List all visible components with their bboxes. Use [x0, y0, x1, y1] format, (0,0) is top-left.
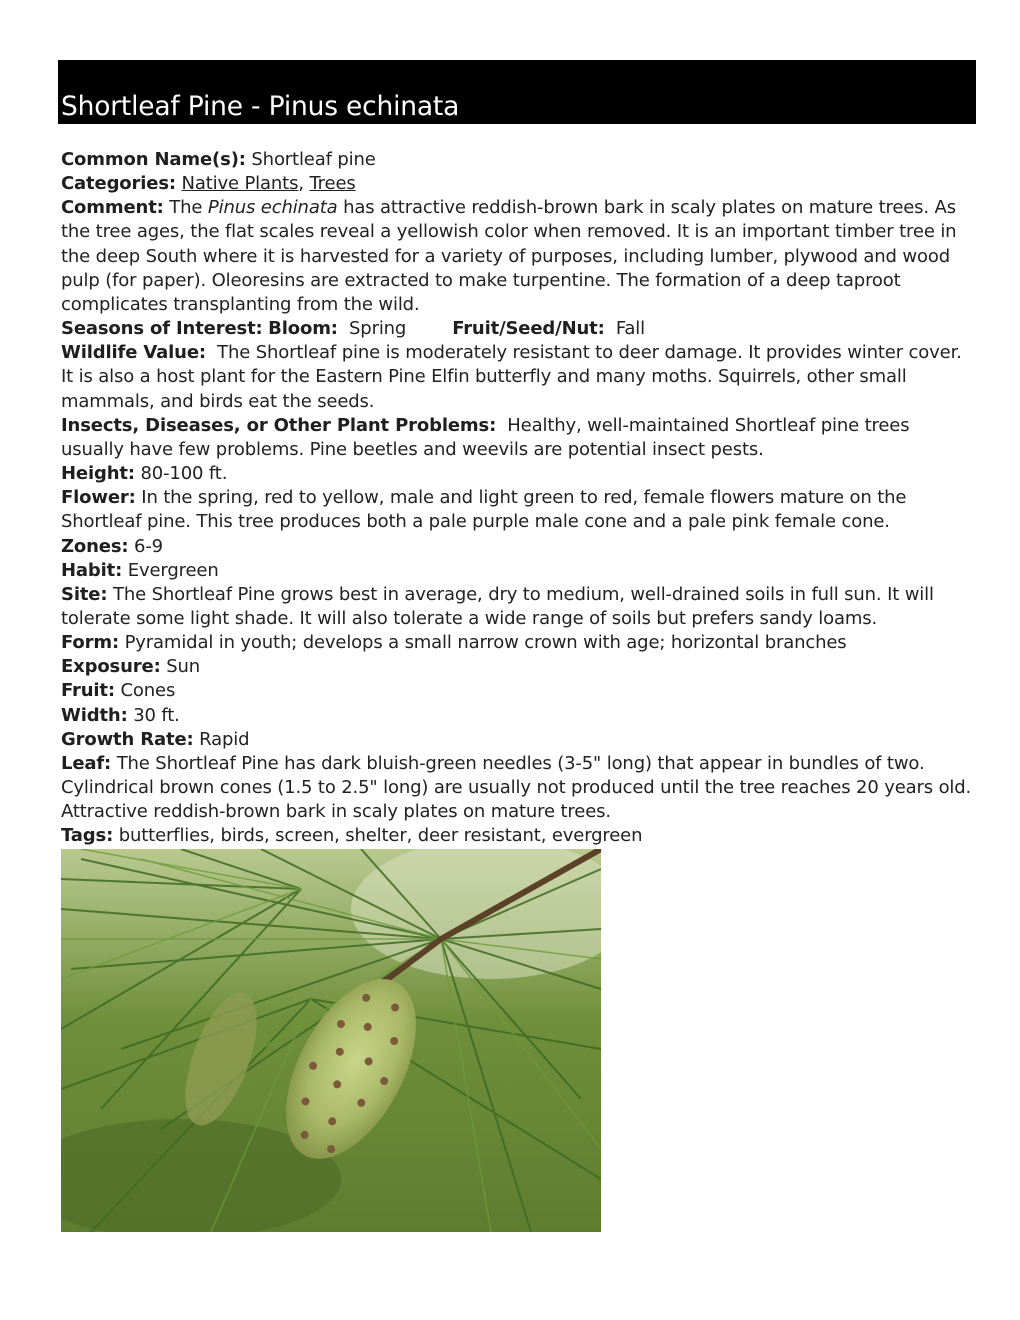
leaf-value: The Shortleaf Pine has dark bluish-green needles (3-5" long) that appear in bundles of two. Cylindrical brown cones (1.5 to 2.5" long) are usually not produced until the tree reaches 20 years old. Attractive reddish-brown bark in scaly plates on mature trees.: [61, 752, 972, 823]
site-label: Site:: [61, 583, 108, 605]
fruit-row: [61, 679, 973, 703]
fruit-seed-nut-label: Fruit/Seed/Nut:: [452, 318, 605, 340]
comment-value: has attractive reddish-brown bark in scaly plates on mature trees. As the tree ages, the flat scales reveal a yellowish color when removed. It is an important timber tree in the deep South where it is harvested for a variety of purposes, including lumber, plywood and wood pulp (for paper). Oleoresins are extracted to make turpentine. The formation of a deep taproot complicates transplanting from the wild.: [61, 197, 957, 315]
tags-row: [61, 824, 973, 848]
fruit-label: Fruit:: [61, 680, 115, 702]
bloom-value: Spring: [349, 318, 407, 340]
tags-value: butterflies, birds, screen, shelter, deer resistant, evergreen: [118, 825, 643, 847]
wildlife-value: The Shortleaf pine is moderately resistant to deer damage. It provides winter cover. It is also a host plant for the Eastern Pine Elfin butterfly and many moths. Squirrels, other small mammals, and birds eat the seeds.: [61, 342, 962, 412]
exposure-value: Sun: [166, 656, 200, 678]
form-value: Pyramidal in youth; develops a small narrow crown with age; horizontal branches: [124, 632, 847, 654]
growth-rate-value: Rapid: [199, 728, 250, 750]
category-separator: ,: [298, 173, 310, 195]
common-names-value: Shortleaf pine: [251, 149, 376, 170]
comment-species-name: Pinus echinata: [207, 197, 338, 219]
category-link-trees[interactable]: Trees: [309, 173, 356, 195]
comment-row: [61, 196, 973, 317]
plant-details: [61, 148, 973, 849]
page-title: Shortleaf Pine - Pinus echinata: [61, 91, 460, 122]
width-value: 30 ft.: [133, 704, 180, 726]
height-label: Height:: [61, 463, 135, 485]
comment-prefix: The: [169, 197, 203, 219]
height-row: [61, 462, 973, 486]
categories-label: Categories:: [61, 173, 176, 195]
growth-rate-label: Growth Rate:: [61, 728, 194, 750]
form-row: [61, 631, 973, 655]
category-link-native-plants[interactable]: Native Plants: [181, 173, 299, 195]
common-names-label: Common Name(s):: [61, 149, 246, 170]
flower-value: In the spring, red to yellow, male and light green to red, female flowers mature on the Shortleaf pine. This tree produces both a pale purple male cone and a pale pink female cone.: [61, 487, 907, 533]
flower-row: [61, 486, 973, 534]
fruit-seed-nut-value: Fall: [615, 318, 645, 340]
growth-rate-row: [61, 728, 973, 752]
zones-row: [61, 535, 973, 559]
bloom-label: Bloom:: [268, 318, 338, 340]
common-names-row: [61, 148, 973, 172]
site-row: [61, 583, 973, 631]
pine-cone-photo: [61, 849, 601, 1232]
flower-label: Flower:: [61, 487, 136, 509]
seasons-row: [61, 317, 973, 341]
categories-row: [61, 172, 973, 196]
wildlife-label: Wildlife Value:: [61, 342, 206, 364]
habit-label: Habit:: [61, 559, 123, 581]
page-header: [58, 60, 976, 124]
leaf-label: Leaf:: [61, 752, 112, 774]
exposure-label: Exposure:: [61, 656, 161, 678]
width-row: [61, 704, 973, 728]
tags-label: Tags:: [61, 825, 114, 847]
comment-label: Comment:: [61, 197, 164, 219]
exposure-row: [61, 655, 973, 679]
height-value: 80-100 ft.: [140, 463, 228, 485]
site-value: The Shortleaf Pine grows best in average, dry to medium, well-drained soils in full sun. It will tolerate some light shade. It will also tolerate a wide range of soils but prefers sandy loams.: [61, 583, 934, 629]
zones-label: Zones:: [61, 535, 129, 557]
habit-row: [61, 559, 973, 583]
leaf-row: [61, 752, 973, 824]
insects-value: Healthy, well-maintained Shortleaf pine trees usually have few problems. Pine beetles and weevils are potential insect pests.: [61, 414, 910, 460]
width-label: Width:: [61, 704, 128, 726]
zones-value: 6-9: [134, 535, 163, 557]
habit-value: Evergreen: [127, 559, 219, 581]
seasons-label: Seasons of Interest:: [61, 318, 263, 340]
insects-row: [61, 414, 973, 462]
fruit-value: Cones: [120, 680, 176, 702]
form-label: Form:: [61, 632, 120, 654]
insects-label: Insects, Diseases, or Other Plant Problems:: [61, 414, 497, 436]
wildlife-row: [61, 341, 973, 413]
